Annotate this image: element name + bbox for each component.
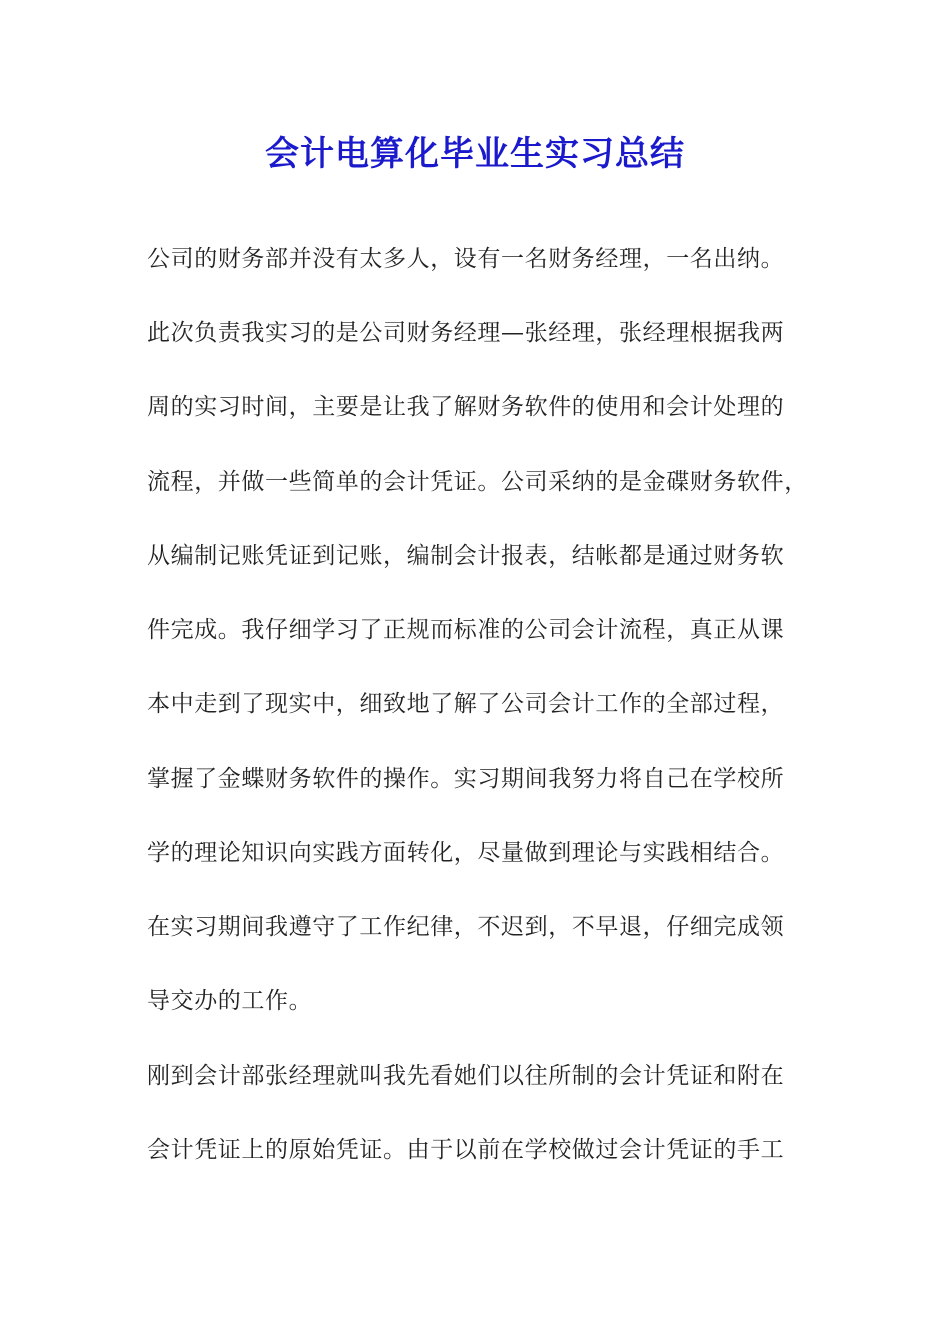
text-line: 掌握了金蝶财务软件的操作。实习期间我努力将自己在学校所: [147, 766, 785, 792]
text-line: 此次负责我实习的是公司财务经理—张经理，张经理根据我两: [147, 320, 785, 346]
text-line: 会计凭证上的原始凭证。由于以前在学校做过会计凭证的手工: [147, 1137, 785, 1163]
text-line: 本中走到了现实中，细致地了解了公司会计工作的全部过程，: [147, 691, 785, 717]
text-line: 流程，并做一些简单的会计凭证。公司采纳的是金碟财务软件，: [147, 469, 808, 495]
text-line: 件完成。我仔细学习了正规而标准的公司会计流程，真正从课: [147, 617, 785, 643]
document-title: 会计电算化毕业生实习总结: [265, 134, 685, 174]
text-line: 在实习期间我遵守了工作纪律，不迟到，不早退，仔细完成领: [147, 914, 785, 940]
text-line: 公司的财务部并没有太多人，设有一名财务经理，一名出纳。: [147, 246, 785, 272]
text-line: 导交办的工作。: [147, 988, 313, 1014]
text-line: 刚到会计部张经理就叫我先看她们以往所制的会计凭证和附在: [147, 1063, 785, 1089]
text-line: 周的实习时间，主要是让我了解财务软件的使用和会计处理的: [147, 394, 785, 420]
text-line: 学的理论知识向实践方面转化，尽量做到理论与实践相结合。: [147, 840, 785, 866]
text-line: 从编制记账凭证到记账，编制会计报表，结帐都是通过财务软: [147, 543, 785, 569]
